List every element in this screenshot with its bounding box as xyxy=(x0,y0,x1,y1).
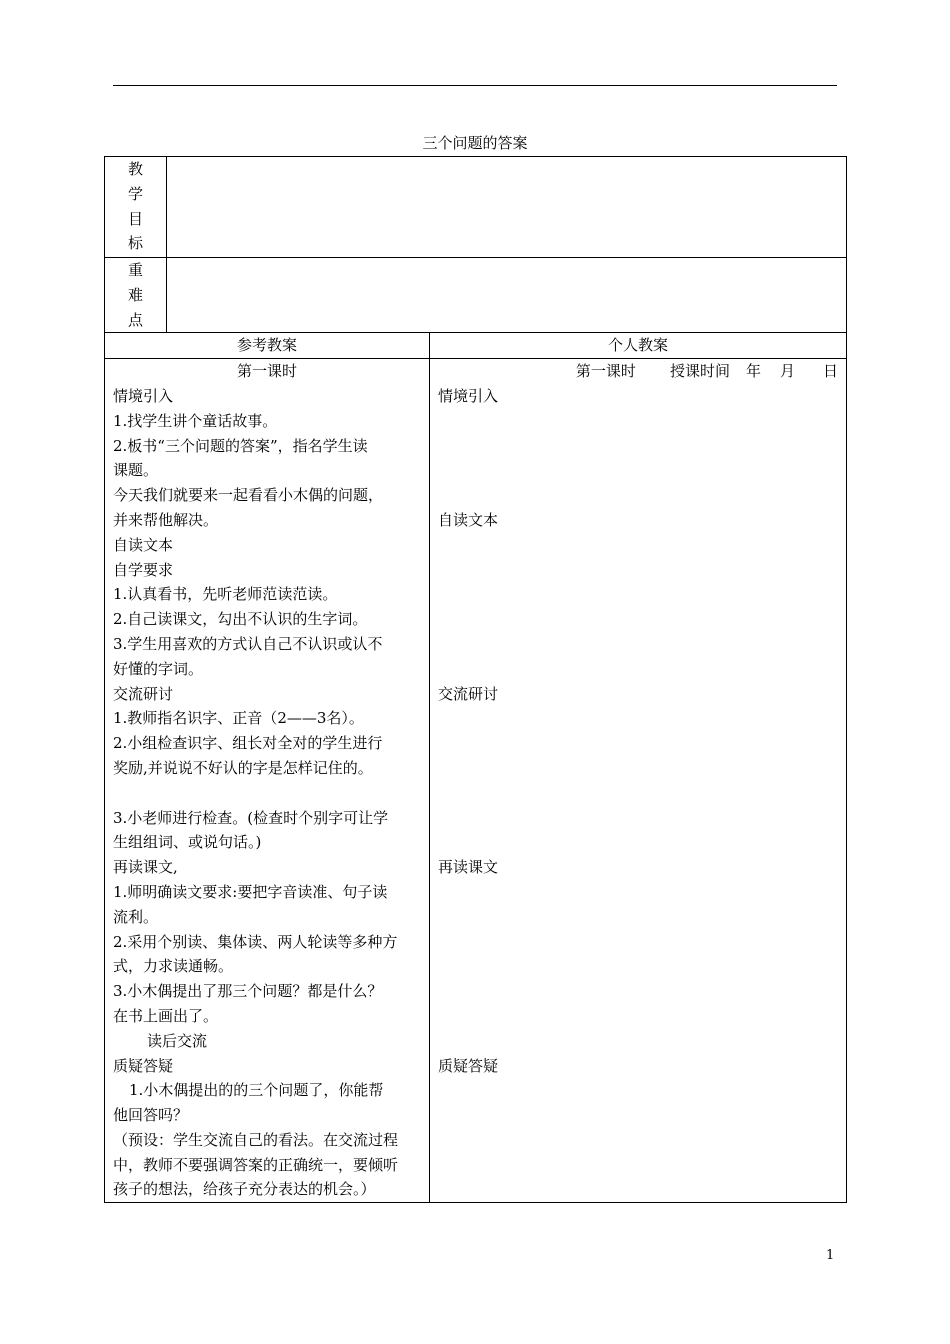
goals-label xyxy=(105,157,167,258)
plan-line: 读后交流 xyxy=(147,1031,208,1050)
personal-lesson-title: 第一课时 xyxy=(575,362,636,381)
plan-line: 在书上画出了。 xyxy=(113,1006,219,1025)
plan-line: 奖励,并说说不好认的字是怎样记住的。 xyxy=(113,758,373,777)
page-number: 1 xyxy=(826,1248,835,1263)
month-label: 月 xyxy=(779,362,795,381)
plan-line: 2.板书“三个问题的答案”，指名学生读 xyxy=(113,436,368,455)
plan-line: 1.认真看书，先听老师范读范读。 xyxy=(113,585,338,604)
header-rule xyxy=(113,85,837,86)
section-qa: 质疑答疑 xyxy=(438,1056,499,1075)
plan-line: 情境引入 xyxy=(113,386,174,405)
goals-char: 学 xyxy=(127,184,143,203)
personal-plan-body xyxy=(430,359,847,1203)
plan-line: 3.小木偶提出了那三个问题？都是什么？ xyxy=(113,982,383,1001)
column-header-row xyxy=(105,333,847,359)
goals-char: 目 xyxy=(127,209,143,228)
plan-line: 1.找学生讲个童话故事。 xyxy=(113,411,278,430)
plan-line: 3.小老师进行检查。(检查时个别字可让学 xyxy=(113,808,389,827)
section-situation-intro: 情境引入 xyxy=(438,386,499,405)
plan-line: 生组组词、或说句话。) xyxy=(113,833,262,852)
section-self-reading: 自读文本 xyxy=(438,510,499,529)
plan-line: 并来帮他解决。 xyxy=(113,510,219,529)
plan-line: 1.小木偶提出的的三个问题了，你能帮 xyxy=(129,1081,384,1100)
plan-line: 2.自己读课文，勾出不认识的生字词。 xyxy=(113,610,368,629)
page-title: 三个问题的答案 xyxy=(422,134,528,152)
plan-line: 式，力求读通畅。 xyxy=(113,957,234,976)
reference-plan-header: 参考教案 xyxy=(105,333,430,359)
plan-line: 好懂的字词。 xyxy=(113,659,204,678)
lesson-plan-table xyxy=(104,156,847,1203)
plan-line: 自学要求 xyxy=(113,560,174,579)
lesson-title: 第一课时 xyxy=(236,362,297,381)
personal-plan-header: 个人教案 xyxy=(430,333,847,359)
plan-line: （预设：学生交流自己的看法。在交流过程 xyxy=(113,1130,399,1149)
content-row xyxy=(105,359,847,1203)
goals-char: 标 xyxy=(127,234,143,253)
difficulty-char: 重 xyxy=(127,261,143,279)
plan-line: 他回答吗？ xyxy=(113,1106,189,1125)
year-label: 年 xyxy=(745,362,761,381)
plan-line: 1.教师指名识字、正音（2——3名）。 xyxy=(113,709,364,728)
section-discussion: 交流研讨 xyxy=(438,684,499,703)
difficulty-char: 难 xyxy=(127,285,143,304)
plan-line: 自读文本 xyxy=(113,535,174,554)
difficulty-char: 点 xyxy=(127,310,143,329)
plan-line: 交流研讨 xyxy=(113,684,174,703)
goals-char: 教 xyxy=(127,160,143,178)
difficulty-label xyxy=(105,258,167,333)
reference-plan-body xyxy=(105,359,430,1203)
plan-line: 2.采用个别读、集体读、两人轮读等多种方 xyxy=(113,932,398,951)
goals-content xyxy=(167,157,847,258)
plan-line: 课题。 xyxy=(113,461,159,480)
plan-line: 流利。 xyxy=(113,907,159,926)
plan-line: 孩子的想法，给孩子充分表达的机会。） xyxy=(113,1180,376,1199)
day-label: 日 xyxy=(822,362,838,381)
plan-line: 2.小组检查识字、组长对全对的学生进行 xyxy=(113,734,383,753)
difficulty-content xyxy=(167,258,847,333)
difficulty-row xyxy=(105,258,847,333)
plan-line: 今天我们就要来一起看看小木偶的问题， xyxy=(113,486,384,505)
lesson-schedule-line xyxy=(438,359,838,384)
plan-line: 1.师明确读文要求:要把字音读准、句子读 xyxy=(113,882,388,901)
plan-line: 质疑答疑 xyxy=(113,1056,174,1075)
plan-line: 再读课文, xyxy=(113,858,178,877)
goals-row xyxy=(105,157,847,258)
section-reread: 再读课文 xyxy=(438,858,499,877)
plan-line-blank xyxy=(113,781,421,806)
plan-line: 3.学生用喜欢的方式认自己不认识或认不 xyxy=(113,634,383,653)
time-label: 授课时间 xyxy=(669,362,730,381)
plan-line: 中，教师不要强调答案的正确统一，要倾听 xyxy=(113,1155,399,1174)
